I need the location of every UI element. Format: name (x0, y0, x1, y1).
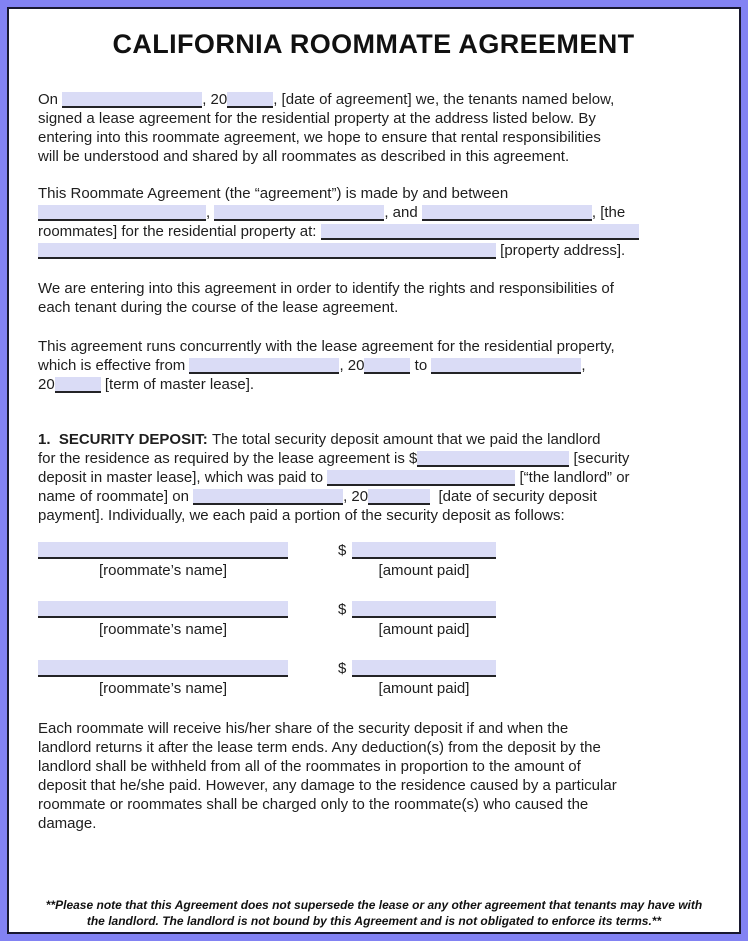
dollar-sign: $ (338, 542, 347, 559)
lease-start-year-field[interactable] (364, 358, 410, 374)
text-line (38, 375, 709, 394)
text-run: , 20 (343, 488, 369, 505)
text-line (38, 222, 709, 241)
text-run: each tenant during the course of the lease agreement. (38, 299, 399, 316)
text-run: damage. (38, 815, 97, 832)
text-run: [“the landlord” or (515, 469, 630, 486)
text-line (38, 298, 709, 317)
roommate-3-name-field[interactable] (422, 205, 592, 221)
paragraph-intro (38, 90, 709, 166)
text-run: 1. SECURITY DEPOSIT: (38, 431, 212, 448)
text-run: 20 (38, 376, 55, 393)
text-run: roommate or roommates shall be charged only to the roommate(s) who caused the (38, 796, 589, 813)
amount-line (338, 660, 496, 677)
roommate-agreement-document (7, 7, 741, 934)
text-line (38, 203, 709, 222)
text-run: The total security deposit amount that we paid the landlord (211, 431, 601, 448)
text-line (38, 468, 709, 487)
text-run: , [the (591, 204, 626, 221)
text-run: This agreement runs concurrently with the lease agreement for the residential property, (38, 338, 615, 355)
text-line (38, 147, 709, 166)
paragraph-deposit-return (38, 719, 709, 833)
roommate-name-label: [roommate’s name] (98, 562, 228, 579)
lease-start-date-field[interactable] (189, 358, 339, 374)
text-line (38, 487, 709, 506)
agreement-year-field[interactable] (227, 92, 273, 108)
deposit-payee-field[interactable] (327, 470, 515, 486)
text-line (38, 109, 709, 128)
amount-paid-field-2[interactable] (352, 601, 496, 618)
text-line (38, 506, 709, 525)
text-line (38, 356, 709, 375)
roommate-name-field-2[interactable] (38, 601, 288, 618)
deposit-row (38, 660, 709, 698)
paragraph-security-deposit (38, 430, 709, 525)
text-line (38, 279, 709, 298)
lease-end-date-field[interactable] (431, 358, 581, 374)
amount-paid-label: [amount paid] (378, 680, 470, 697)
text-line (38, 449, 709, 468)
roommate-name-label: [roommate’s name] (98, 621, 228, 638)
amount-paid-column (338, 542, 496, 580)
text-line (38, 719, 709, 738)
text-run: will be understood and shared by all roommates as described in this agreement. (38, 148, 570, 165)
amount-paid-field-3[interactable] (352, 660, 496, 677)
roommate-name-column (38, 660, 288, 698)
text-line (38, 337, 709, 356)
text-run: to (410, 357, 432, 374)
text-run: landlord shall be withheld from all of the roommates in proportion to the amount of (38, 758, 581, 775)
lease-end-year-field[interactable] (55, 377, 101, 393)
text-run: [security (569, 450, 630, 467)
text-run: entering into this roommate agreement, we hope to ensure that rental responsibilities (38, 129, 601, 146)
text-run: Each roommate will receive his/her share of the security deposit if and when the (38, 720, 569, 737)
paragraph-term (38, 337, 709, 394)
text-run: [term of master lease]. (100, 376, 255, 393)
deposit-row (38, 601, 709, 639)
text-run: , (206, 204, 215, 221)
text-run: deposit in master lease], which was paid to (38, 469, 328, 486)
text-run: We are entering into this agreement in order to identify the rights and responsibilities of (38, 280, 614, 297)
amount-paid-label: [amount paid] (378, 621, 470, 638)
amount-line (338, 542, 496, 559)
text-line (38, 241, 709, 260)
paragraph-purpose (38, 279, 709, 317)
deposit-row (38, 542, 709, 580)
amount-paid-field-1[interactable] (352, 542, 496, 559)
roommate-name-field-1[interactable] (38, 542, 288, 559)
roommate-name-column (38, 601, 288, 639)
property-address-line-1-field[interactable] (321, 224, 639, 240)
roommate-name-label: [roommate’s name] (98, 680, 228, 697)
text-line (38, 184, 709, 203)
text-line (38, 795, 709, 814)
roommate-name-field-3[interactable] (38, 660, 288, 677)
agreement-date-field[interactable] (62, 92, 202, 108)
amount-paid-column (338, 601, 496, 639)
footer-note-line-1: **Please note that this Agreement does not supersede the lease or any other agreement that tenants may have with (45, 898, 703, 912)
text-line (38, 814, 709, 833)
deposit-date-field[interactable] (193, 489, 343, 505)
deposit-year-field[interactable] (368, 489, 430, 505)
text-run: name of roommate] on (38, 488, 194, 505)
text-run: which is effective from (38, 357, 190, 374)
property-address-line-2-field[interactable] (38, 243, 496, 259)
text-run: for the residence as required by the lease agreement is $ (38, 450, 418, 467)
text-line (38, 738, 709, 757)
text-run: signed a lease agreement for the residential property at the address listed below. By (38, 110, 596, 127)
dollar-sign: $ (338, 601, 347, 618)
amount-paid-column (338, 660, 496, 698)
amount-line (338, 601, 496, 618)
text-run: , 20 (202, 91, 228, 108)
text-line (38, 776, 709, 795)
footer-note (9, 897, 739, 929)
dollar-sign: $ (338, 660, 347, 677)
text-line (38, 430, 709, 449)
text-run: landlord returns it after the lease term ends. Any deduction(s) from the deposit by the (38, 739, 601, 756)
text-line (38, 757, 709, 776)
text-run: , [date of agreement] we, the tenants named below, (273, 91, 615, 108)
text-line (38, 90, 709, 109)
text-run: On (38, 91, 63, 108)
deposit-rows (38, 542, 709, 698)
roommate-1-name-field[interactable] (38, 205, 206, 221)
text-run: , 20 (339, 357, 365, 374)
text-run: roommates] for the residential property at: (38, 223, 321, 240)
text-run: [date of security deposit (430, 488, 597, 505)
text-run: deposit that he/she paid. However, any damage to the residence caused by a particular (38, 777, 617, 794)
text-run: payment]. Individually, we each paid a portion of the security deposit as follows: (38, 507, 565, 524)
roommate-2-name-field[interactable] (214, 205, 384, 221)
text-run: [property address]. (496, 242, 626, 259)
text-line (38, 128, 709, 147)
text-run: , and (384, 204, 422, 221)
paragraph-parties (38, 184, 709, 260)
text-run: This Roommate Agreement (the “agreement”) is made by and between (38, 185, 509, 202)
footer-note-line-2: the landlord. The landlord is not bound by this Agreement and is not obligated to enforce its terms.** (86, 914, 662, 928)
document-title: CALIFORNIA ROOMMATE AGREEMENT (112, 29, 635, 59)
text-run: , (581, 357, 586, 374)
roommate-name-column (38, 542, 288, 580)
deposit-amount-field[interactable] (417, 451, 569, 467)
amount-paid-label: [amount paid] (378, 562, 470, 579)
